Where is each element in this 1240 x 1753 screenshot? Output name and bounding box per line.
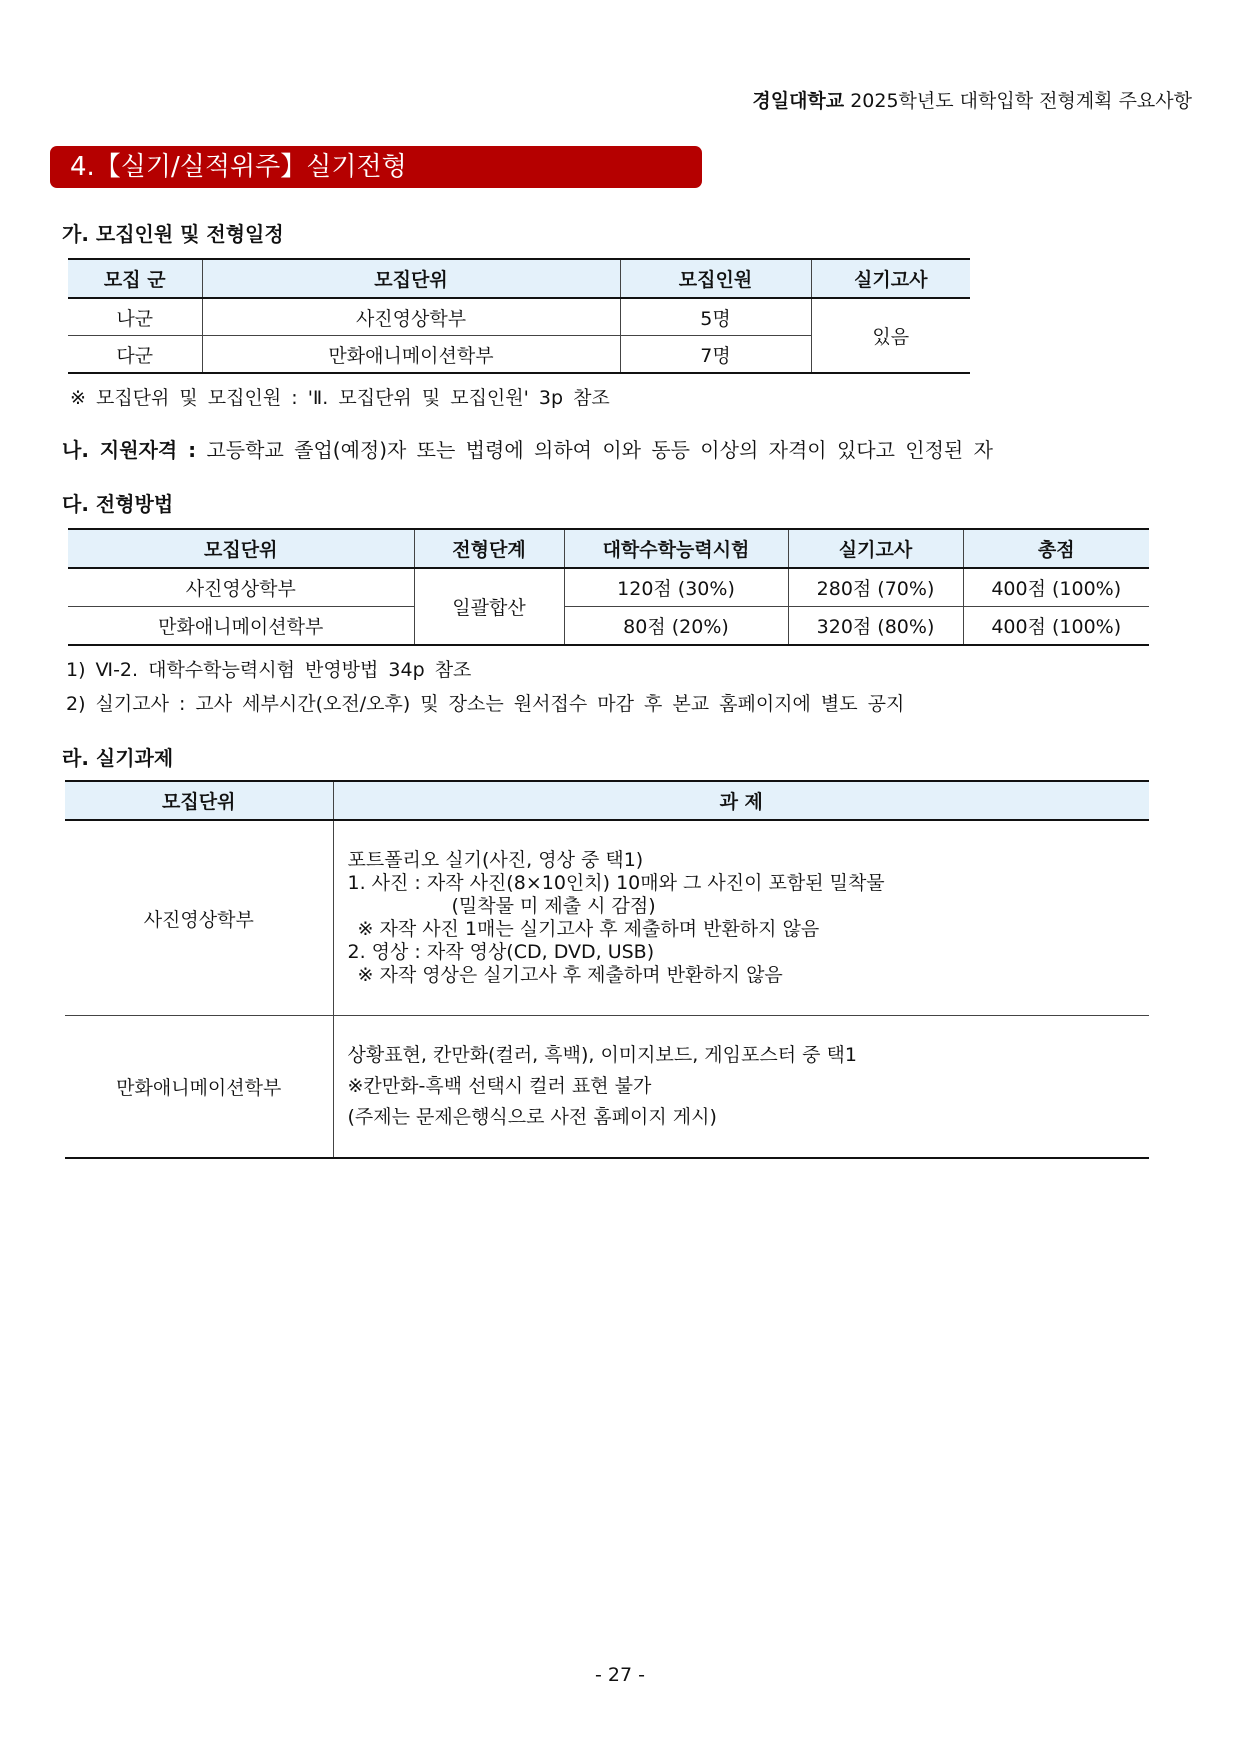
table-header-row bbox=[68, 529, 1149, 568]
task-line: ※ 자작 사진 1매는 실기고사 후 제출하며 반환하지 않음 bbox=[357, 918, 820, 940]
section-c-title: 다. 전형방법 bbox=[62, 492, 174, 516]
practical-cell: 320점 (80%) bbox=[788, 607, 963, 646]
section-banner: 4.【실기/실적위주】실기전형 bbox=[50, 146, 702, 188]
selection-method-table bbox=[68, 528, 1149, 646]
total-cell: 400점 (100%) bbox=[963, 568, 1149, 607]
table-row bbox=[68, 568, 1149, 607]
task-line: 상황표현, 칸만화(컬러, 흑백), 이미지보드, 게임포스터 중 택1 bbox=[347, 1044, 857, 1066]
table-row bbox=[68, 298, 970, 336]
task-line: 2. 영상 : 자작 영상(CD, DVD, USB) bbox=[347, 941, 655, 963]
header-cell: 실기고사 bbox=[788, 529, 963, 568]
exam-cell: 있음 bbox=[811, 298, 970, 373]
task-line: ※칸만화-흑백 선택시 컬러 표현 불가 bbox=[347, 1075, 652, 1097]
header-title: 2025학년도 대학입학 전형계획 주요사항 bbox=[850, 90, 1192, 112]
header-cell: 모집인원 bbox=[620, 259, 811, 298]
recruitment-table bbox=[68, 258, 970, 374]
header-cell: 모집단위 bbox=[68, 529, 414, 568]
page-number: - 27 - bbox=[595, 1664, 645, 1686]
csat-cell: 120점 (30%) bbox=[564, 568, 788, 607]
table-header-row bbox=[68, 259, 970, 298]
unit-cell: 사진영상학부 bbox=[68, 568, 414, 607]
header-cell: 대학수학능력시험 bbox=[564, 529, 788, 568]
unit-cell: 만화애니메이션학부 bbox=[65, 1016, 333, 1159]
practical-task-table bbox=[65, 780, 1149, 1159]
method-note: 1) Ⅵ-2. 대학수학능력시험 반영방법 34p 참조 bbox=[66, 659, 472, 681]
header-cell: 실기고사 bbox=[811, 259, 970, 298]
method-note: 2) 실기고사 : 고사 세부시간(오전/오후) 및 장소는 원서접수 마감 후 본교 홈페이지에 별도 공지 bbox=[66, 693, 905, 715]
header-cell: 모집 군 bbox=[68, 259, 202, 298]
task-line: 1. 사진 : 자작 사진(8×10인치) 10매와 그 사진이 포함된 밀착물 bbox=[347, 872, 885, 894]
header-cell: 모집단위 bbox=[202, 259, 620, 298]
section-d-title: 라. 실기과제 bbox=[62, 746, 174, 770]
csat-cell: 80점 (20%) bbox=[564, 607, 788, 646]
header-cell: 총점 bbox=[963, 529, 1149, 568]
task-line: 포트폴리오 실기(사진, 영상 중 택1) bbox=[347, 849, 644, 871]
table-row bbox=[65, 1016, 1149, 1159]
university-name: 경일대학교 bbox=[752, 90, 845, 112]
eligibility bbox=[62, 434, 993, 463]
unit-cell: 만화애니메이션학부 bbox=[68, 607, 414, 646]
table-header-row bbox=[65, 781, 1149, 820]
count-cell: 5명 bbox=[620, 298, 811, 336]
header-cell: 모집단위 bbox=[65, 781, 333, 820]
unit-cell: 사진영상학부 bbox=[202, 298, 620, 336]
practical-cell: 280점 (70%) bbox=[788, 568, 963, 607]
task-line: ※ 자작 영상은 실기고사 후 제출하며 반환하지 않음 bbox=[357, 964, 783, 986]
unit-cell: 사진영상학부 bbox=[65, 820, 333, 1016]
count-cell: 7명 bbox=[620, 336, 811, 374]
eligibility-label: 나. 지원자격 : bbox=[62, 438, 197, 462]
group-cell: 나군 bbox=[68, 298, 202, 336]
task-line: (주제는 문제은행식으로 사전 홈페이지 게시) bbox=[347, 1106, 717, 1128]
task-cell bbox=[333, 1016, 1149, 1159]
task-cell bbox=[333, 820, 1149, 1016]
task-line: (밀착물 미 제출 시 감점) bbox=[451, 895, 656, 917]
total-cell: 400점 (100%) bbox=[963, 607, 1149, 646]
header-cell: 과 제 bbox=[333, 781, 1149, 820]
page-header bbox=[752, 86, 1192, 113]
table-row bbox=[68, 607, 1149, 646]
table-row bbox=[65, 820, 1149, 1016]
eligibility-text: 고등학교 졸업(예정)자 또는 법령에 의하여 이와 동등 이상의 자격이 있다고 인정된 자 bbox=[206, 438, 993, 462]
unit-cell: 만화애니메이션학부 bbox=[202, 336, 620, 374]
recruitment-note: ※ 모집단위 및 모집인원 : 'Ⅱ. 모집단위 및 모집인원' 3p 참조 bbox=[70, 387, 610, 409]
stage-cell: 일괄합산 bbox=[414, 568, 564, 645]
section-a-title: 가. 모집인원 및 전형일정 bbox=[62, 222, 284, 246]
header-cell: 전형단계 bbox=[414, 529, 564, 568]
group-cell: 다군 bbox=[68, 336, 202, 374]
